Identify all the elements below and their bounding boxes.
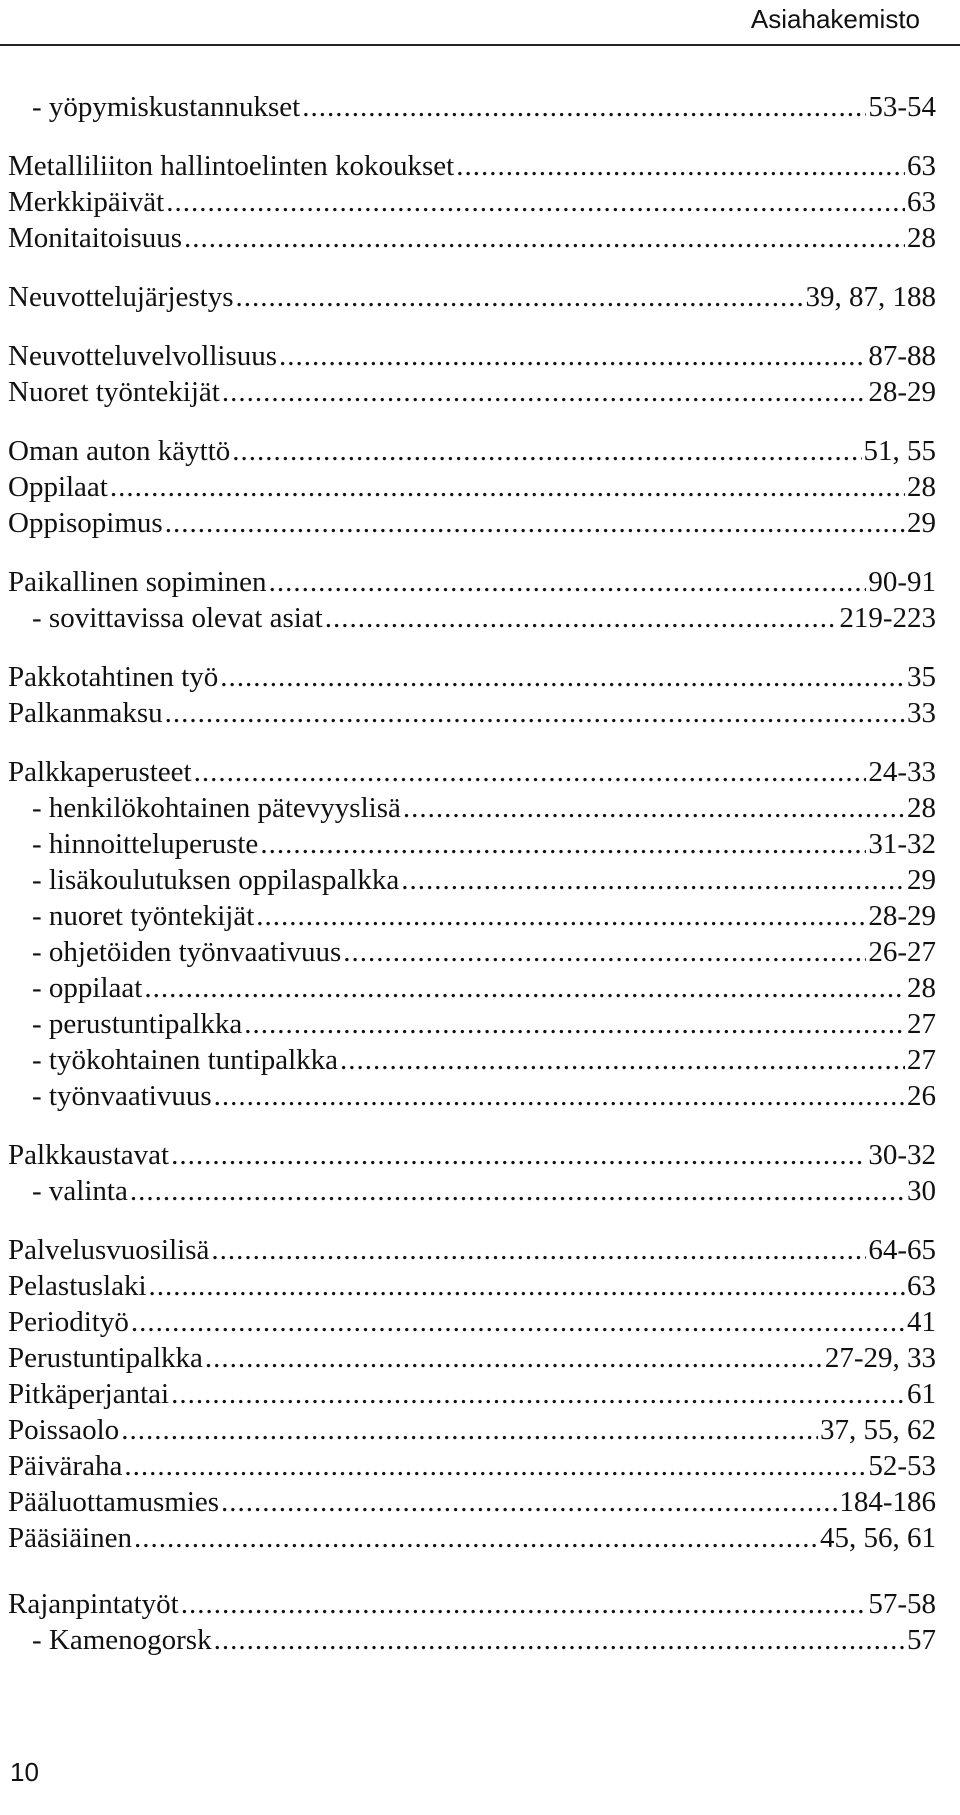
index-entry — [8, 1520, 936, 1556]
entry-pages: 52-53 — [868, 1450, 936, 1482]
entry-term: Neuvotteluvelvollisuus — [8, 340, 278, 372]
dot-leader — [181, 1586, 867, 1622]
index-entry — [8, 826, 936, 862]
entry-term: Pääluottamusmies — [8, 1486, 220, 1518]
entry-pages: 24-33 — [868, 756, 936, 788]
index-entry — [8, 374, 936, 410]
index-entry — [8, 1078, 936, 1114]
entry-pages: 29 — [907, 507, 936, 539]
dot-leader — [149, 1268, 905, 1304]
entry-pages: 57 — [907, 1624, 936, 1656]
entry-pages: 27-29, 33 — [824, 1342, 936, 1374]
index-entry — [8, 1304, 936, 1340]
index-entry — [8, 754, 936, 790]
dot-leader — [144, 970, 905, 1006]
index-entry — [8, 898, 936, 934]
entry-term: Paikallinen sopiminen — [8, 566, 267, 598]
dot-leader — [110, 469, 905, 505]
entry-term: Pelastuslaki — [8, 1270, 147, 1302]
entry-term: Neuvottelujärjestys — [8, 281, 234, 313]
dot-leader — [130, 1173, 905, 1209]
entry-term: Metalliliiton hallintoelinten kokoukset — [8, 150, 455, 182]
index-entry — [8, 934, 936, 970]
dot-leader — [171, 1137, 866, 1173]
entry-term: Oppilaat — [8, 471, 108, 503]
entry-pages: 63 — [907, 186, 936, 218]
entry-pages: 29 — [907, 864, 936, 896]
index-entry — [8, 338, 936, 374]
index-entry — [8, 1448, 936, 1484]
entry-pages: 28 — [907, 792, 936, 824]
entry-pages: 219-223 — [839, 602, 936, 634]
index-entry — [8, 1340, 936, 1376]
entry-term: - henkilökohtainen pätevyyslisä — [32, 792, 401, 824]
entry-term: - nuoret työntekijät — [32, 900, 255, 932]
entry-pages: 35 — [907, 661, 936, 693]
entry-term: Päiväraha — [8, 1450, 123, 1482]
entry-pages: 63 — [907, 150, 936, 182]
page-header — [0, 0, 960, 46]
index-entry — [8, 1137, 936, 1173]
index-entry — [8, 220, 936, 256]
entry-pages: 45, 56, 61 — [820, 1522, 936, 1554]
entry-term: Palkkaustavat — [8, 1139, 170, 1171]
dot-leader — [221, 1484, 837, 1520]
entry-pages: 184-186 — [839, 1486, 936, 1518]
dot-leader — [244, 1006, 905, 1042]
entry-pages: 28-29 — [868, 376, 936, 408]
dot-leader — [256, 898, 866, 934]
entry-pages: 28 — [907, 972, 936, 1004]
entry-term: Palvelusvuosilisä — [8, 1234, 210, 1266]
entry-term: - työkohtainen tuntipalkka — [32, 1044, 339, 1076]
dot-leader — [194, 754, 867, 790]
entry-term: - ohjetöiden työnvaativuus — [32, 936, 342, 968]
dot-leader — [166, 184, 905, 220]
dot-leader — [121, 1412, 818, 1448]
index-entry — [8, 600, 936, 636]
entry-term: - lisäkoulutuksen oppilaspalkka — [32, 864, 400, 896]
dot-leader — [214, 1078, 905, 1114]
dot-leader — [131, 1304, 905, 1340]
entry-term: - valinta — [32, 1175, 128, 1207]
entry-pages: 31-32 — [868, 828, 936, 860]
entry-pages: 26-27 — [868, 936, 936, 968]
entry-pages: 28-29 — [868, 900, 936, 932]
index-entry — [8, 1173, 936, 1209]
dot-leader — [456, 148, 905, 184]
index-entry — [8, 279, 936, 315]
entry-term: Rajanpintatyöt — [8, 1588, 179, 1620]
index-entry — [8, 970, 936, 1006]
index-entry — [8, 659, 936, 695]
index-entry — [8, 1412, 936, 1448]
entry-pages: 53-54 — [868, 91, 936, 123]
entry-pages: 61 — [907, 1378, 936, 1410]
entry-term: - Kamenogorsk — [32, 1624, 212, 1656]
entry-pages: 87-88 — [868, 340, 936, 372]
index-entry — [8, 1006, 936, 1042]
entry-term: Palkkaperusteet — [8, 756, 192, 788]
subject-index — [8, 89, 936, 1658]
entry-pages: 39, 87, 188 — [805, 281, 936, 313]
index-entry — [8, 790, 936, 826]
entry-term: Poissaolo — [8, 1414, 120, 1446]
entry-pages: 37, 55, 62 — [820, 1414, 936, 1446]
index-entry — [8, 1268, 936, 1304]
entry-term: Perustuntipalkka — [8, 1342, 203, 1374]
dot-leader — [165, 695, 905, 731]
entry-pages: 26 — [907, 1080, 936, 1112]
dot-leader — [124, 1448, 866, 1484]
dot-leader — [325, 600, 838, 636]
index-entry — [8, 1586, 936, 1622]
index-entry — [8, 184, 936, 220]
entry-term: Periodityö — [8, 1306, 129, 1338]
entry-pages: 90-91 — [868, 566, 936, 598]
entry-pages: 41 — [907, 1306, 936, 1338]
dot-leader — [343, 934, 866, 970]
entry-pages: 63 — [907, 1270, 936, 1302]
dot-leader — [222, 374, 867, 410]
dot-leader — [279, 338, 866, 374]
entry-pages: 27 — [907, 1008, 936, 1040]
entry-pages: 33 — [907, 697, 936, 729]
dot-leader — [220, 659, 905, 695]
entry-pages: 30 — [907, 1175, 936, 1207]
dot-leader — [403, 790, 905, 826]
entry-term: Pitkäperjantai — [8, 1378, 170, 1410]
entry-term: - oppilaat — [32, 972, 143, 1004]
index-entry — [8, 564, 936, 600]
dot-leader — [171, 1376, 905, 1412]
entry-term: - työnvaativuus — [32, 1080, 212, 1112]
dot-leader — [260, 826, 866, 862]
entry-term: - hinnoitteluperuste — [32, 828, 259, 860]
index-entry — [8, 505, 936, 541]
entry-term: Pääsiäinen — [8, 1522, 133, 1554]
entry-term: Oman auton käyttö — [8, 435, 231, 467]
index-entry — [8, 1622, 936, 1658]
dot-leader — [269, 564, 867, 600]
dot-leader — [302, 89, 866, 125]
header-title: Asiahakemisto — [750, 4, 920, 34]
entry-term: Monitaitoisuus — [8, 222, 183, 254]
entry-term: Merkkipäivät — [8, 186, 165, 218]
entry-pages: 64-65 — [868, 1234, 936, 1266]
entry-term: Pakkotahtinen työ — [8, 661, 219, 693]
index-entry — [8, 862, 936, 898]
index-entry — [8, 1376, 936, 1412]
entry-pages: 57-58 — [868, 1588, 936, 1620]
entry-pages: 28 — [907, 471, 936, 503]
page-number: 10 — [10, 1757, 39, 1787]
index-entry — [8, 148, 936, 184]
entry-term: Oppisopimus — [8, 507, 163, 539]
entry-term: Palkanmaksu — [8, 697, 163, 729]
dot-leader — [211, 1232, 866, 1268]
entry-pages: 28 — [907, 222, 936, 254]
dot-leader — [205, 1340, 823, 1376]
index-entry — [8, 469, 936, 505]
entry-pages: 30-32 — [868, 1139, 936, 1171]
dot-leader — [236, 279, 804, 315]
index-entry — [8, 695, 936, 731]
dot-leader — [134, 1520, 818, 1556]
entry-term: Nuoret työntekijät — [8, 376, 220, 408]
dot-leader — [401, 862, 905, 898]
dot-leader — [232, 433, 861, 469]
index-entry — [8, 433, 936, 469]
index-entry — [8, 1484, 936, 1520]
entry-term: - yöpymiskustannukset — [32, 91, 301, 123]
dot-leader — [184, 220, 905, 256]
entry-pages: 51, 55 — [863, 435, 936, 467]
entry-term: - sovittavissa olevat asiat — [32, 602, 323, 634]
index-entry — [8, 1232, 936, 1268]
index-entry — [8, 89, 936, 125]
dot-leader — [340, 1042, 905, 1078]
index-entry — [8, 1042, 936, 1078]
entry-pages: 27 — [907, 1044, 936, 1076]
dot-leader — [214, 1622, 905, 1658]
dot-leader — [165, 505, 905, 541]
entry-term: - perustuntipalkka — [32, 1008, 243, 1040]
